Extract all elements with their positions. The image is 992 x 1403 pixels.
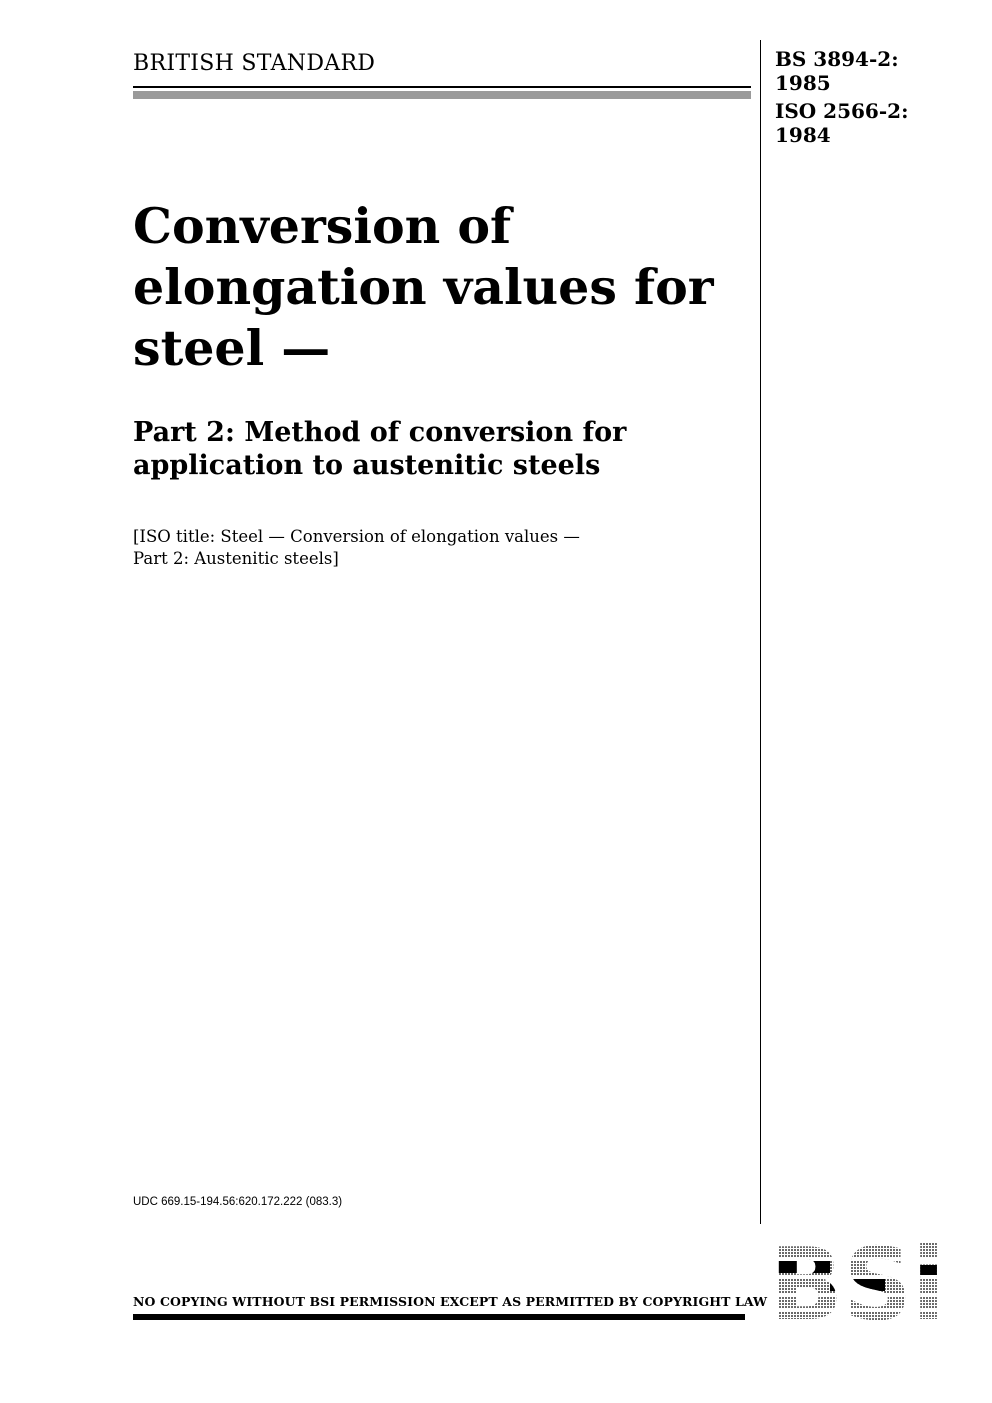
title-line-1: Conversion of bbox=[133, 197, 512, 255]
iso-title-line-1: [ISO title: Steel — Conversion of elongation values — bbox=[133, 527, 580, 546]
iso-title-line-2: Part 2: Austenitic steels] bbox=[133, 549, 339, 568]
header-label: BRITISH STANDARD bbox=[133, 51, 376, 76]
copyright-notice: NO COPYING WITHOUT BSI PERMISSION EXCEPT AS PERMITTED BY COPYRIGHT LAW bbox=[133, 1294, 768, 1309]
iso-title bbox=[133, 526, 743, 570]
bs-year: 1985 bbox=[775, 71, 831, 95]
bsi-logo-icon bbox=[770, 1243, 945, 1323]
subtitle-line-1: Part 2: Method of conversion for bbox=[133, 417, 627, 448]
header-rule-thick bbox=[133, 91, 751, 99]
vertical-divider bbox=[760, 40, 761, 1224]
header-rule-thin bbox=[133, 86, 751, 88]
footer-rule bbox=[133, 1314, 745, 1320]
subtitle-line-2: application to austenitic steels bbox=[133, 450, 601, 481]
document-subtitle bbox=[133, 416, 743, 482]
bs-number: BS 3894-2: bbox=[775, 47, 899, 71]
title-line-3: steel — bbox=[133, 319, 331, 377]
iso-year: 1984 bbox=[775, 123, 831, 147]
document-title bbox=[133, 196, 743, 379]
standard-numbers bbox=[775, 47, 908, 147]
iso-number: ISO 2566-2: bbox=[775, 99, 909, 123]
udc-code: UDC 669.15-194.56:620.172.222 (083.3) bbox=[133, 1196, 343, 1208]
header-rule bbox=[133, 86, 751, 99]
title-line-2: elongation values for bbox=[133, 258, 714, 316]
